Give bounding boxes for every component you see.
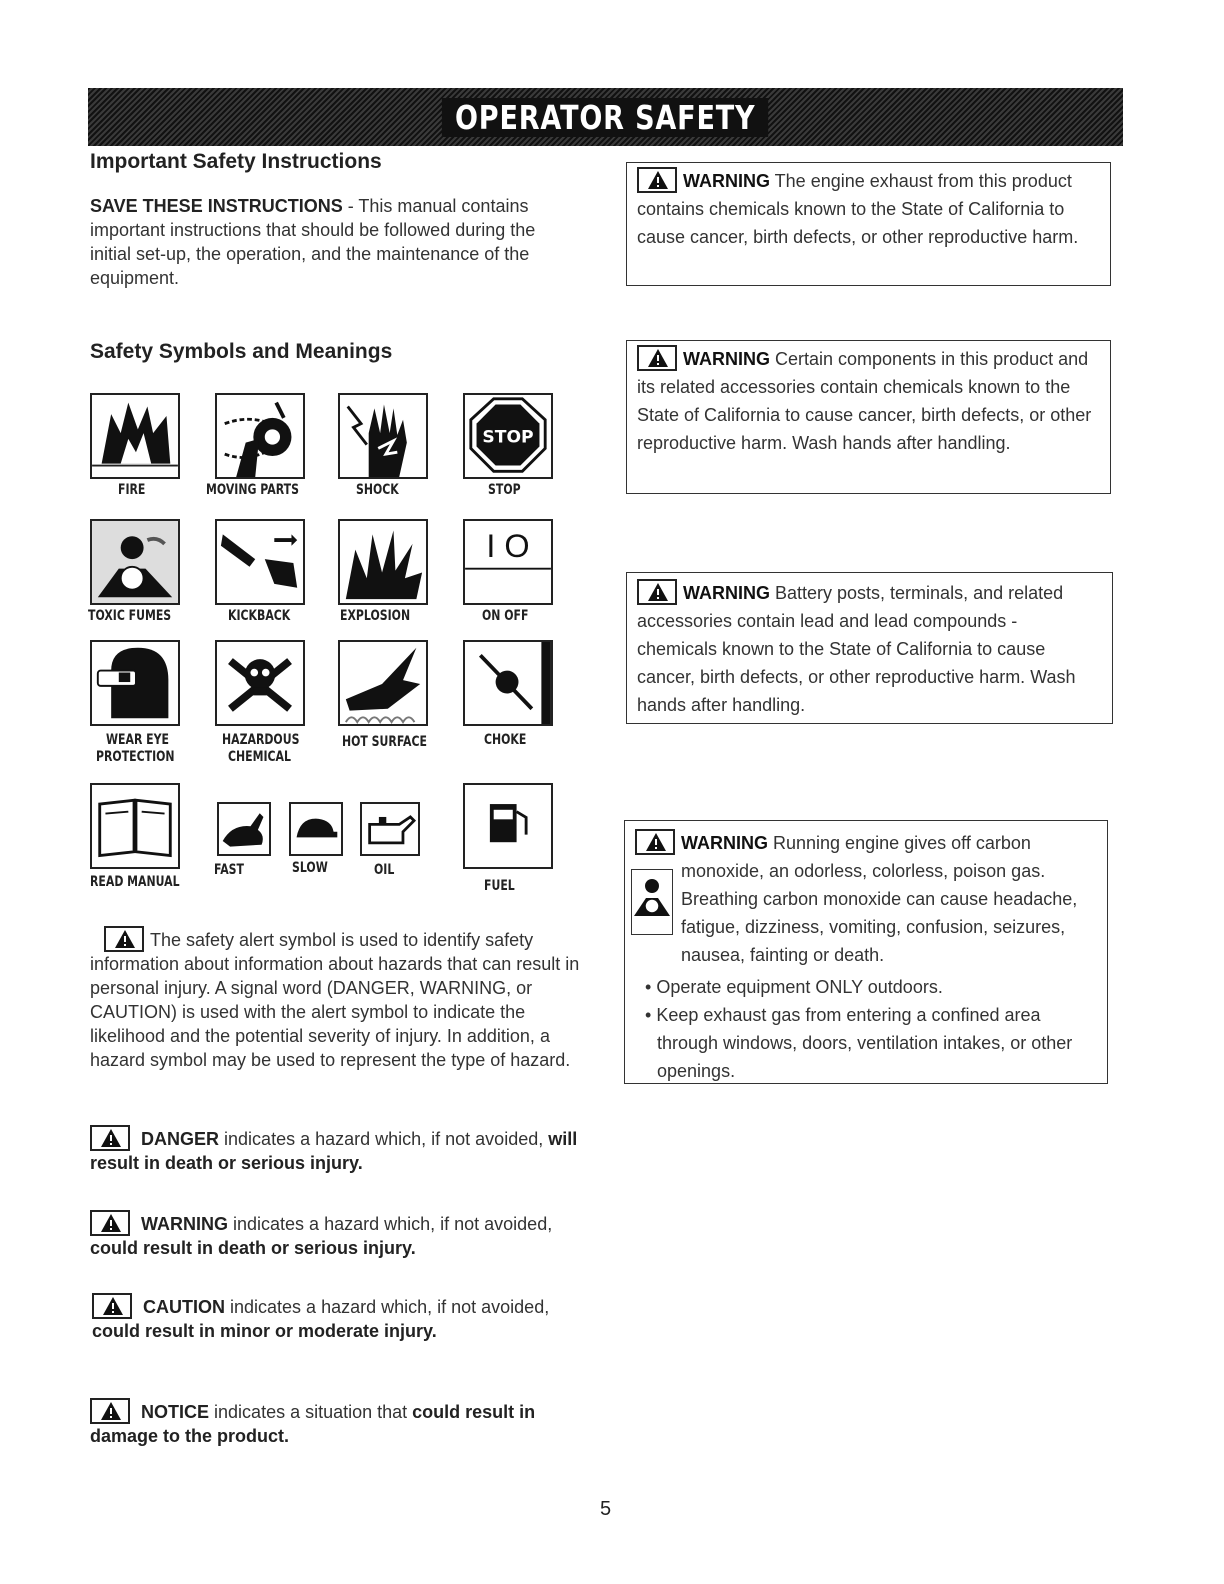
stop-icon bbox=[463, 393, 553, 479]
warning-box-text: Certain components in this product and its related accessories contain chemicals known to the State of California to cause cancer, birth defects, or other reproductive harm. Wash hands after handling. bbox=[637, 349, 1092, 453]
warning-box-text: The engine exhaust from this product contains chemicals known to the State of California to cause cancer, birth defects, or other reproductive harm. bbox=[637, 171, 1079, 247]
fast-label: FAST bbox=[214, 862, 244, 878]
warning-alert-icon bbox=[90, 1210, 130, 1236]
on-off-label: ON OFF bbox=[482, 608, 529, 624]
alert-note bbox=[90, 926, 590, 1072]
kickback-label: KICKBACK bbox=[228, 608, 291, 624]
fuel-label: FUEL bbox=[484, 878, 515, 894]
banner-title: OPERATOR SAFETY bbox=[442, 98, 769, 137]
on-off-sign-text: I O bbox=[486, 528, 530, 565]
choke-icon bbox=[463, 640, 553, 726]
warning-box-word: WARNING bbox=[683, 171, 770, 191]
shock-label: SHOCK bbox=[356, 482, 399, 498]
caution-word: CAUTION bbox=[143, 1297, 226, 1317]
moving-parts-label: MOVING PARTS bbox=[206, 482, 299, 498]
caution-definition bbox=[92, 1293, 592, 1343]
warning-box-exhaust bbox=[626, 162, 1111, 286]
hazardous-chemical-icon bbox=[215, 640, 305, 726]
read-manual-label: READ MANUAL bbox=[90, 874, 180, 890]
hot-surface-label: HOT SURFACE bbox=[342, 734, 427, 750]
explosion-icon bbox=[338, 519, 428, 605]
symbols-heading: Safety Symbols and Meanings bbox=[90, 340, 393, 363]
warning-definition bbox=[90, 1210, 570, 1260]
warning-text: indicates a hazard which, if not avoided, bbox=[228, 1214, 553, 1234]
oil-label: OIL bbox=[374, 862, 395, 878]
eye-protection-label-2: PROTECTION bbox=[96, 749, 175, 765]
kickback-icon bbox=[215, 519, 305, 605]
alert-note-text: The safety alert symbol is used to identify safety information about information about hazards that can result in personal injury. A signal word (DANGER, WARNING, or CAUTION) is used with the alert symbol to indicate the likelihood and the potential severity of injury. In addition, a hazard symbol may be used to represent the type of hazard. bbox=[90, 930, 580, 1070]
stop-label: STOP bbox=[488, 482, 521, 498]
read-manual-icon bbox=[90, 783, 180, 869]
warning-box-word: WARNING bbox=[683, 349, 770, 369]
explosion-label: EXPLOSION bbox=[340, 608, 411, 624]
toxic-fumes-small-icon bbox=[631, 869, 673, 935]
notice-word: NOTICE bbox=[141, 1402, 210, 1422]
warning-box-text: Battery posts, terminals, and related accessories contain lead and lead compounds - chemicals known to the State of California to cause cancer, birth defects, or other reproductive harm. Wash hands after handling. bbox=[637, 583, 1076, 715]
moving-parts-icon bbox=[215, 393, 305, 479]
save-instructions-label: SAVE THESE INSTRUCTIONS bbox=[90, 196, 343, 216]
hazardous-chemical-label-2: CHEMICAL bbox=[228, 749, 291, 765]
bullet-item: • Operate equipment ONLY outdoors. bbox=[657, 973, 1097, 1001]
toxic-fumes-label: TOXIC FUMES bbox=[88, 608, 172, 624]
notice-consequence: could result in damage to the product. bbox=[90, 1402, 536, 1446]
fuel-icon bbox=[463, 783, 553, 869]
fire-icon bbox=[90, 393, 180, 479]
danger-text: indicates a hazard which, if not avoided, bbox=[219, 1129, 549, 1149]
caution-alert-icon bbox=[92, 1293, 132, 1319]
slow-icon bbox=[289, 802, 343, 856]
page-number: 5 bbox=[600, 1498, 612, 1520]
important-text: - This manual contains important instructions that should be followed during the initial set-up, the operation, and the maintenance of the equipment. bbox=[90, 196, 536, 288]
important-paragraph bbox=[90, 194, 580, 290]
notice-alert-icon bbox=[90, 1398, 130, 1424]
warning-box-word: WARNING bbox=[681, 833, 768, 853]
caution-consequence: could result in minor or moderate injury. bbox=[92, 1321, 437, 1341]
warning-box-components bbox=[626, 340, 1111, 494]
slow-label: SLOW bbox=[292, 860, 328, 876]
warning-box-text: Running engine gives off carbon monoxide, an odorless, colorless, poison gas. Breathing carbon monoxide can cause headache, fatigue, dizziness, vomiting, confusion, seizures, nausea, fainting or death. bbox=[681, 833, 1078, 965]
warning-box-word: WARNING bbox=[683, 583, 770, 603]
danger-word: DANGER bbox=[141, 1129, 220, 1149]
danger-definition bbox=[90, 1125, 590, 1175]
warning-box-battery bbox=[626, 572, 1113, 724]
warning-consequence: could result in death or serious injury. bbox=[90, 1238, 416, 1258]
bullet-item: • Keep exhaust gas from entering a confined area through windows, doors, ventilation intakes, or other openings. bbox=[657, 1001, 1097, 1085]
toxic-fumes-icon bbox=[90, 519, 180, 605]
warning-box-alert-icon bbox=[637, 579, 677, 605]
safety-alert-icon bbox=[104, 926, 144, 952]
warning-box-alert-icon bbox=[637, 345, 677, 371]
warning-word: WARNING bbox=[141, 1214, 229, 1234]
danger-alert-icon bbox=[90, 1125, 130, 1151]
fire-label: FIRE bbox=[118, 482, 146, 498]
shock-icon bbox=[338, 393, 428, 479]
caution-text: indicates a hazard which, if not avoided, bbox=[225, 1297, 550, 1317]
notice-text: indicates a situation that bbox=[209, 1402, 413, 1422]
warning-box-alert-icon bbox=[635, 829, 675, 855]
important-heading: Important Safety Instructions bbox=[90, 150, 382, 173]
fast-icon bbox=[217, 802, 271, 856]
notice-definition bbox=[90, 1398, 590, 1448]
on-off-icon bbox=[463, 519, 553, 605]
carbon-monoxide-bullets bbox=[635, 973, 1097, 1085]
danger-consequence: will result in death or serious injury. bbox=[90, 1129, 578, 1173]
choke-label: CHOKE bbox=[484, 732, 527, 748]
warning-box-alert-icon bbox=[637, 167, 677, 193]
hot-surface-icon bbox=[338, 640, 428, 726]
section-banner bbox=[88, 88, 1123, 146]
eye-protection-label-1: WEAR EYE bbox=[106, 732, 169, 748]
hazardous-chemical-label-1: HAZARDOUS bbox=[222, 732, 300, 748]
eye-protection-icon bbox=[90, 640, 180, 726]
oil-icon bbox=[360, 802, 420, 856]
warning-box-carbon-monoxide bbox=[624, 820, 1108, 1084]
stop-sign-text: STOP bbox=[482, 427, 534, 448]
